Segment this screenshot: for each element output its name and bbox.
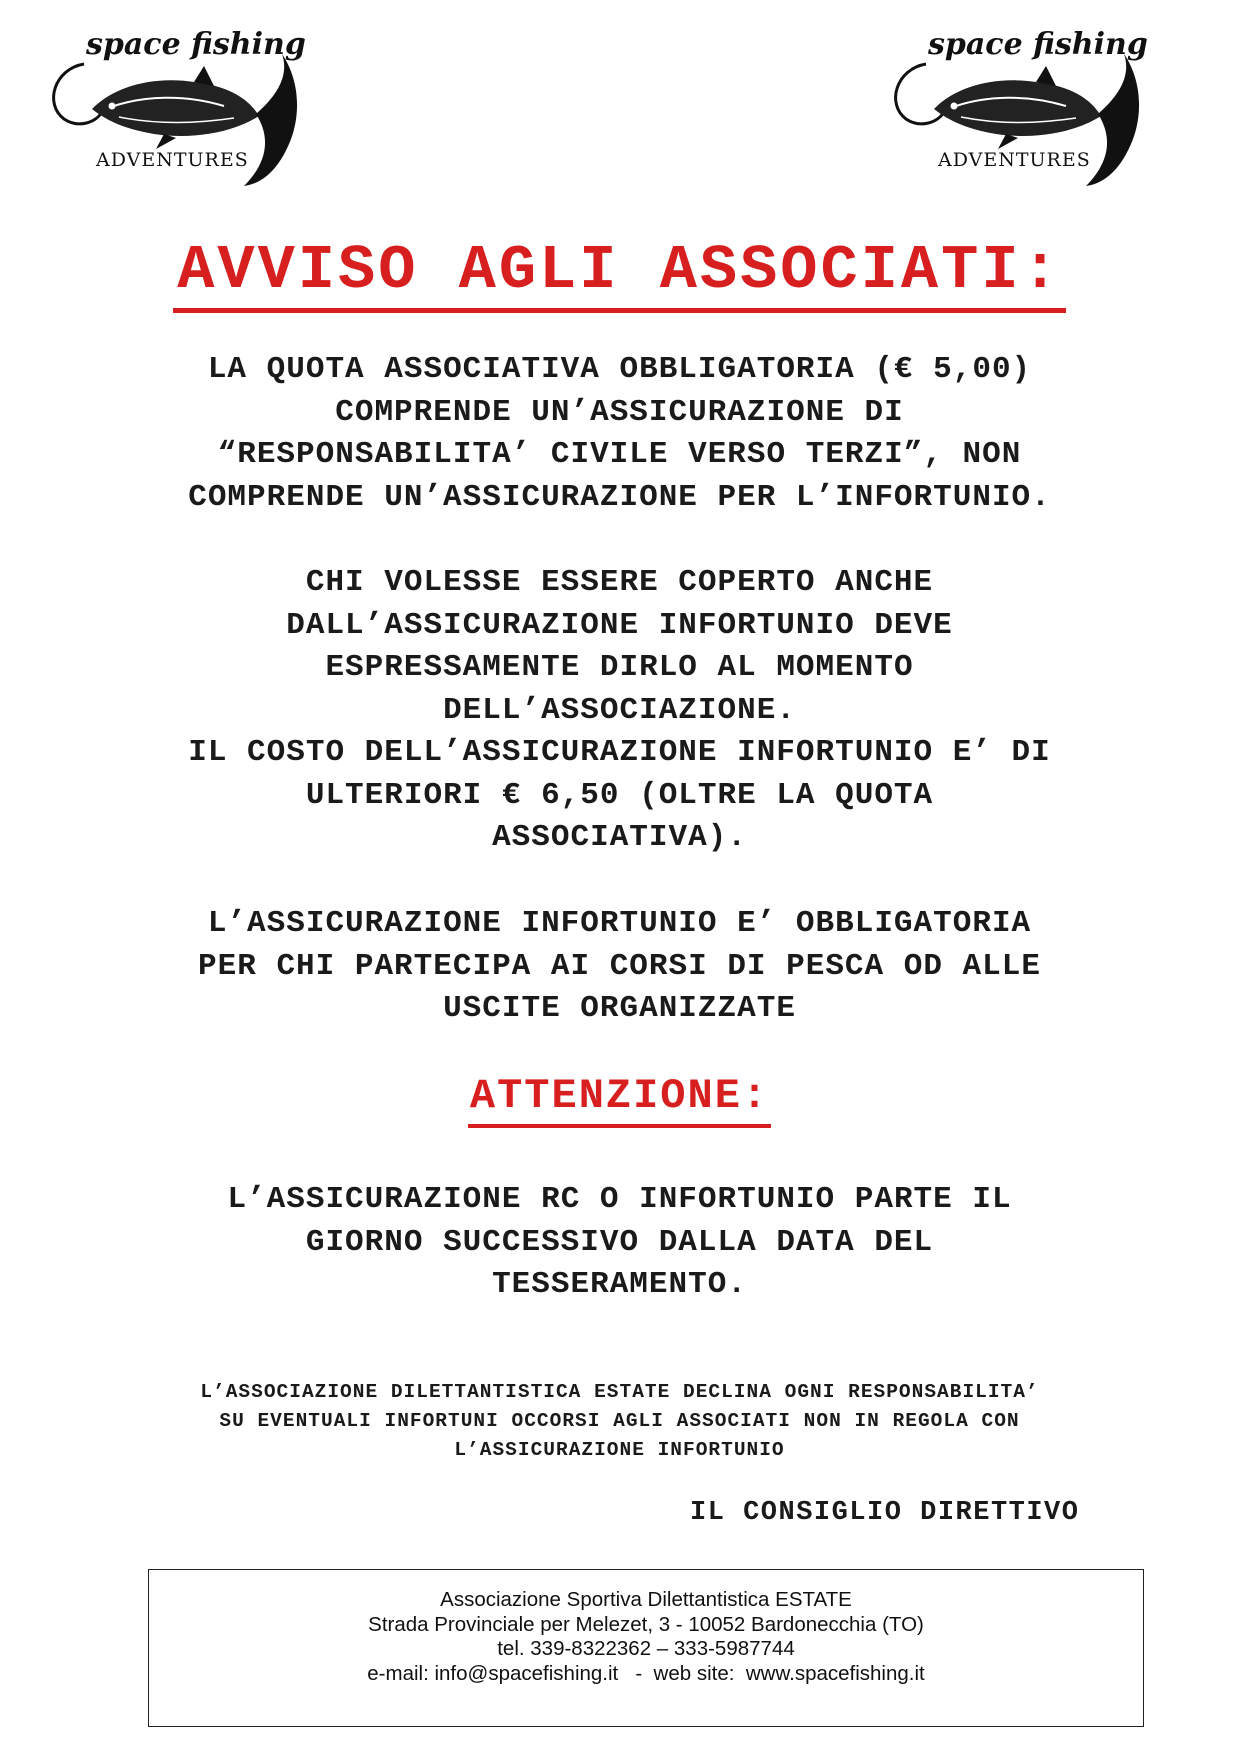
logo-sub-text: ADVENTURES — [96, 149, 249, 171]
footer-org-name: Associazione Sportiva Dilettantistica ESTATE — [440, 1588, 852, 1611]
footer-address: Strada Provinciale per Melezet, 3 - 10052 Bardonecchia (TO) — [368, 1612, 924, 1636]
signature: IL CONSIGLIO DIRETTIVO — [690, 1498, 1080, 1528]
footer-phone: tel. 339-8322362 – 333-5987744 — [497, 1637, 795, 1660]
page-title-container — [0, 235, 1239, 313]
logo-brand-text: space fishing — [86, 27, 306, 62]
footer-contacts: e-mail: info@spacefishing.it - web site: www.spacefishing.it — [367, 1661, 925, 1685]
attention-heading: ATTENZIONE: — [468, 1074, 771, 1128]
notice-paragraph-start-date: L’ASSICURAZIONE RC O INFORTUNIO PARTE IL GIORNO SUCCESSIVO DALLA DATA DEL TESSERAMENTO. — [227, 1182, 1012, 1302]
logo-sub-text: ADVENTURES — [938, 149, 1091, 171]
fish-logo-icon — [44, 14, 324, 204]
fish-logo-icon — [886, 14, 1166, 204]
attention-heading-container — [0, 1074, 1239, 1128]
disclaimer-text: L’ASSOCIAZIONE DILETTANTISTICA ESTATE DECLINA OGNI RESPONSABILITA’ SU EVENTUALI INFORTUNI OCCORSI AGLI ASSOCIATI NON IN REGOLA CON L’ASSICURAZIONE INFORTUNIO — [200, 1381, 1039, 1461]
notice-paragraph-fee: LA QUOTA ASSOCIATIVA OBBLIGATORIA (€ 5,00) COMPRENDE UN’ASSICURAZIONE DI “RESPONSABILITA’ CIVILE VERSO TERZI”, NON COMPRENDE UN’ASSICURAZIONE PER L’INFORTUNIO. — [188, 352, 1051, 515]
logo-right — [886, 14, 1166, 204]
logo-left — [44, 14, 324, 204]
footer-contact-box — [148, 1569, 1144, 1727]
notice-paragraph-accident-insurance: CHI VOLESSE ESSERE COPERTO ANCHE DALL’ASSICURAZIONE INFORTUNIO DEVE ESPRESSAMENTE DIRLO AL MOMENTO DELL’ASSOCIAZIONE. IL COSTO DELL’ASSICURAZIONE INFORTUNIO E’ DI ULTERIORI € 6,50 (OLTRE LA QUOTA ASSOCIATIVA). — [188, 565, 1051, 855]
notice-paragraph-mandatory: L’ASSICURAZIONE INFORTUNIO E’ OBBLIGATORIA PER CHI PARTECIPA AI CORSI DI PESCA OD ALLE USCITE ORGANIZZATE — [198, 906, 1041, 1026]
logo-brand-text: space fishing — [928, 27, 1148, 62]
page-title: AVVISO AGLI ASSOCIATI: — [173, 240, 1066, 313]
